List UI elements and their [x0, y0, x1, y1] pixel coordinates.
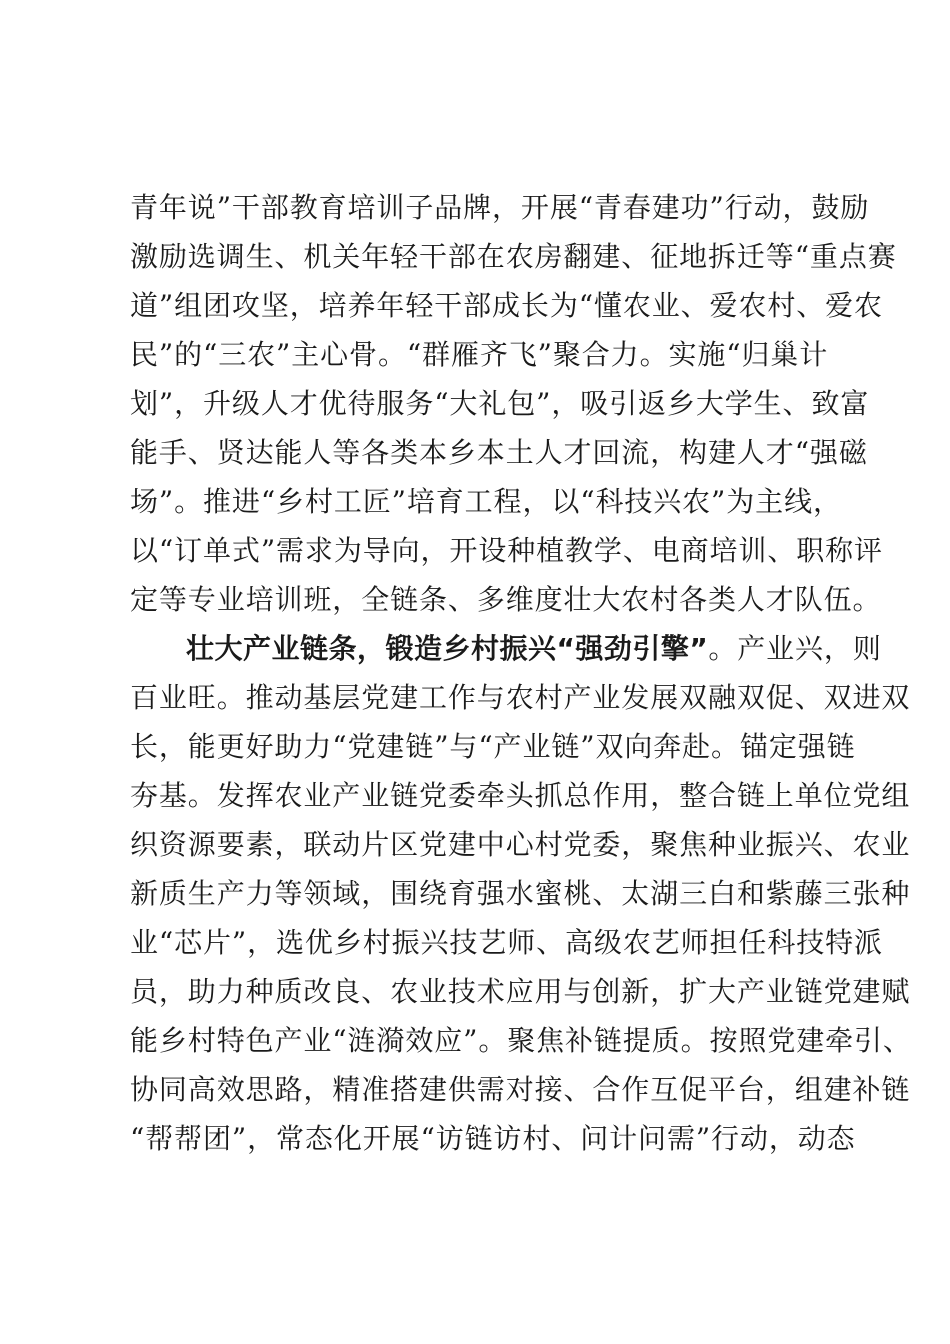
text-line: 百业旺。推动基层党建工作与农村产业发展双融双促、双进双 [130, 681, 911, 714]
text-line: 青年说”干部教育培训子品牌，开展“青春建功”行动，鼓励 [130, 191, 870, 224]
text-line: “帮帮团”，常态化开展“访链访村、问计问需”行动，动态 [130, 1122, 856, 1155]
text-line: 能乡村特色产业“涟漪效应”。聚焦补链提质。按照党建牵引、 [130, 1024, 912, 1057]
text-line: 能手、贤达能人等各类本乡本土人才回流，构建人才“强磁 [130, 436, 868, 469]
text-line: 激励选调生、机关年轻干部在农房翻建、征地拆迁等“重点赛 [130, 240, 897, 273]
text-line: 道”组团攻坚，培养年轻干部成长为“懂农业、爱农村、爱农 [130, 289, 883, 322]
text-line: 长，能更好助力“党建链”与“产业链”双向奔赴。锚定强链 [130, 730, 856, 763]
text-line: 划”，升级人才优待服务“大礼包”，吸引返乡大学生、致富 [130, 387, 870, 420]
text-line: 定等专业培训班，全链条、多维度壮大农村各类人才队伍。 [130, 583, 882, 616]
text-line: 场”。推进“乡村工匠”培育工程，以“科技兴农”为主线， [130, 485, 842, 518]
text-line: 夯基。发挥农业产业链党委牵头抓总作用，整合链上单位党组 [130, 779, 911, 812]
text-line: 协同高效思路，精准搭建供需对接、合作互促平台，组建补链 [130, 1073, 911, 1106]
document-body [130, 183, 912, 1163]
paragraph-industry-chain [130, 624, 912, 1163]
text-line: 新质生产力等领域，围绕育强水蜜桃、太湖三白和紫藤三张种 [130, 877, 911, 910]
section-heading: 壮大产业链条，锻造乡村振兴“强劲引擎” [186, 632, 709, 665]
text-line: 以“订单式”需求为导向，开设种植教学、电商培训、职称评 [130, 534, 883, 567]
paragraph-talent [130, 183, 897, 624]
paragraph-first-line [130, 624, 882, 673]
text-line: 业“芯片”，选优乡村振兴技艺师、高级农艺师担任科技特派 [130, 926, 883, 959]
text-line: 员，助力种质改良、农业技术应用与创新，扩大产业链党建赋 [130, 975, 911, 1008]
text-line: 民”的“三农”主心骨。“群雁齐飞”聚合力。实施“归巢计 [130, 338, 829, 371]
text-line: 织资源要素，联动片区党建中心村党委，聚焦种业振兴、农业 [130, 828, 911, 861]
heading-trailing-text: 。产业兴，则 [708, 632, 882, 665]
